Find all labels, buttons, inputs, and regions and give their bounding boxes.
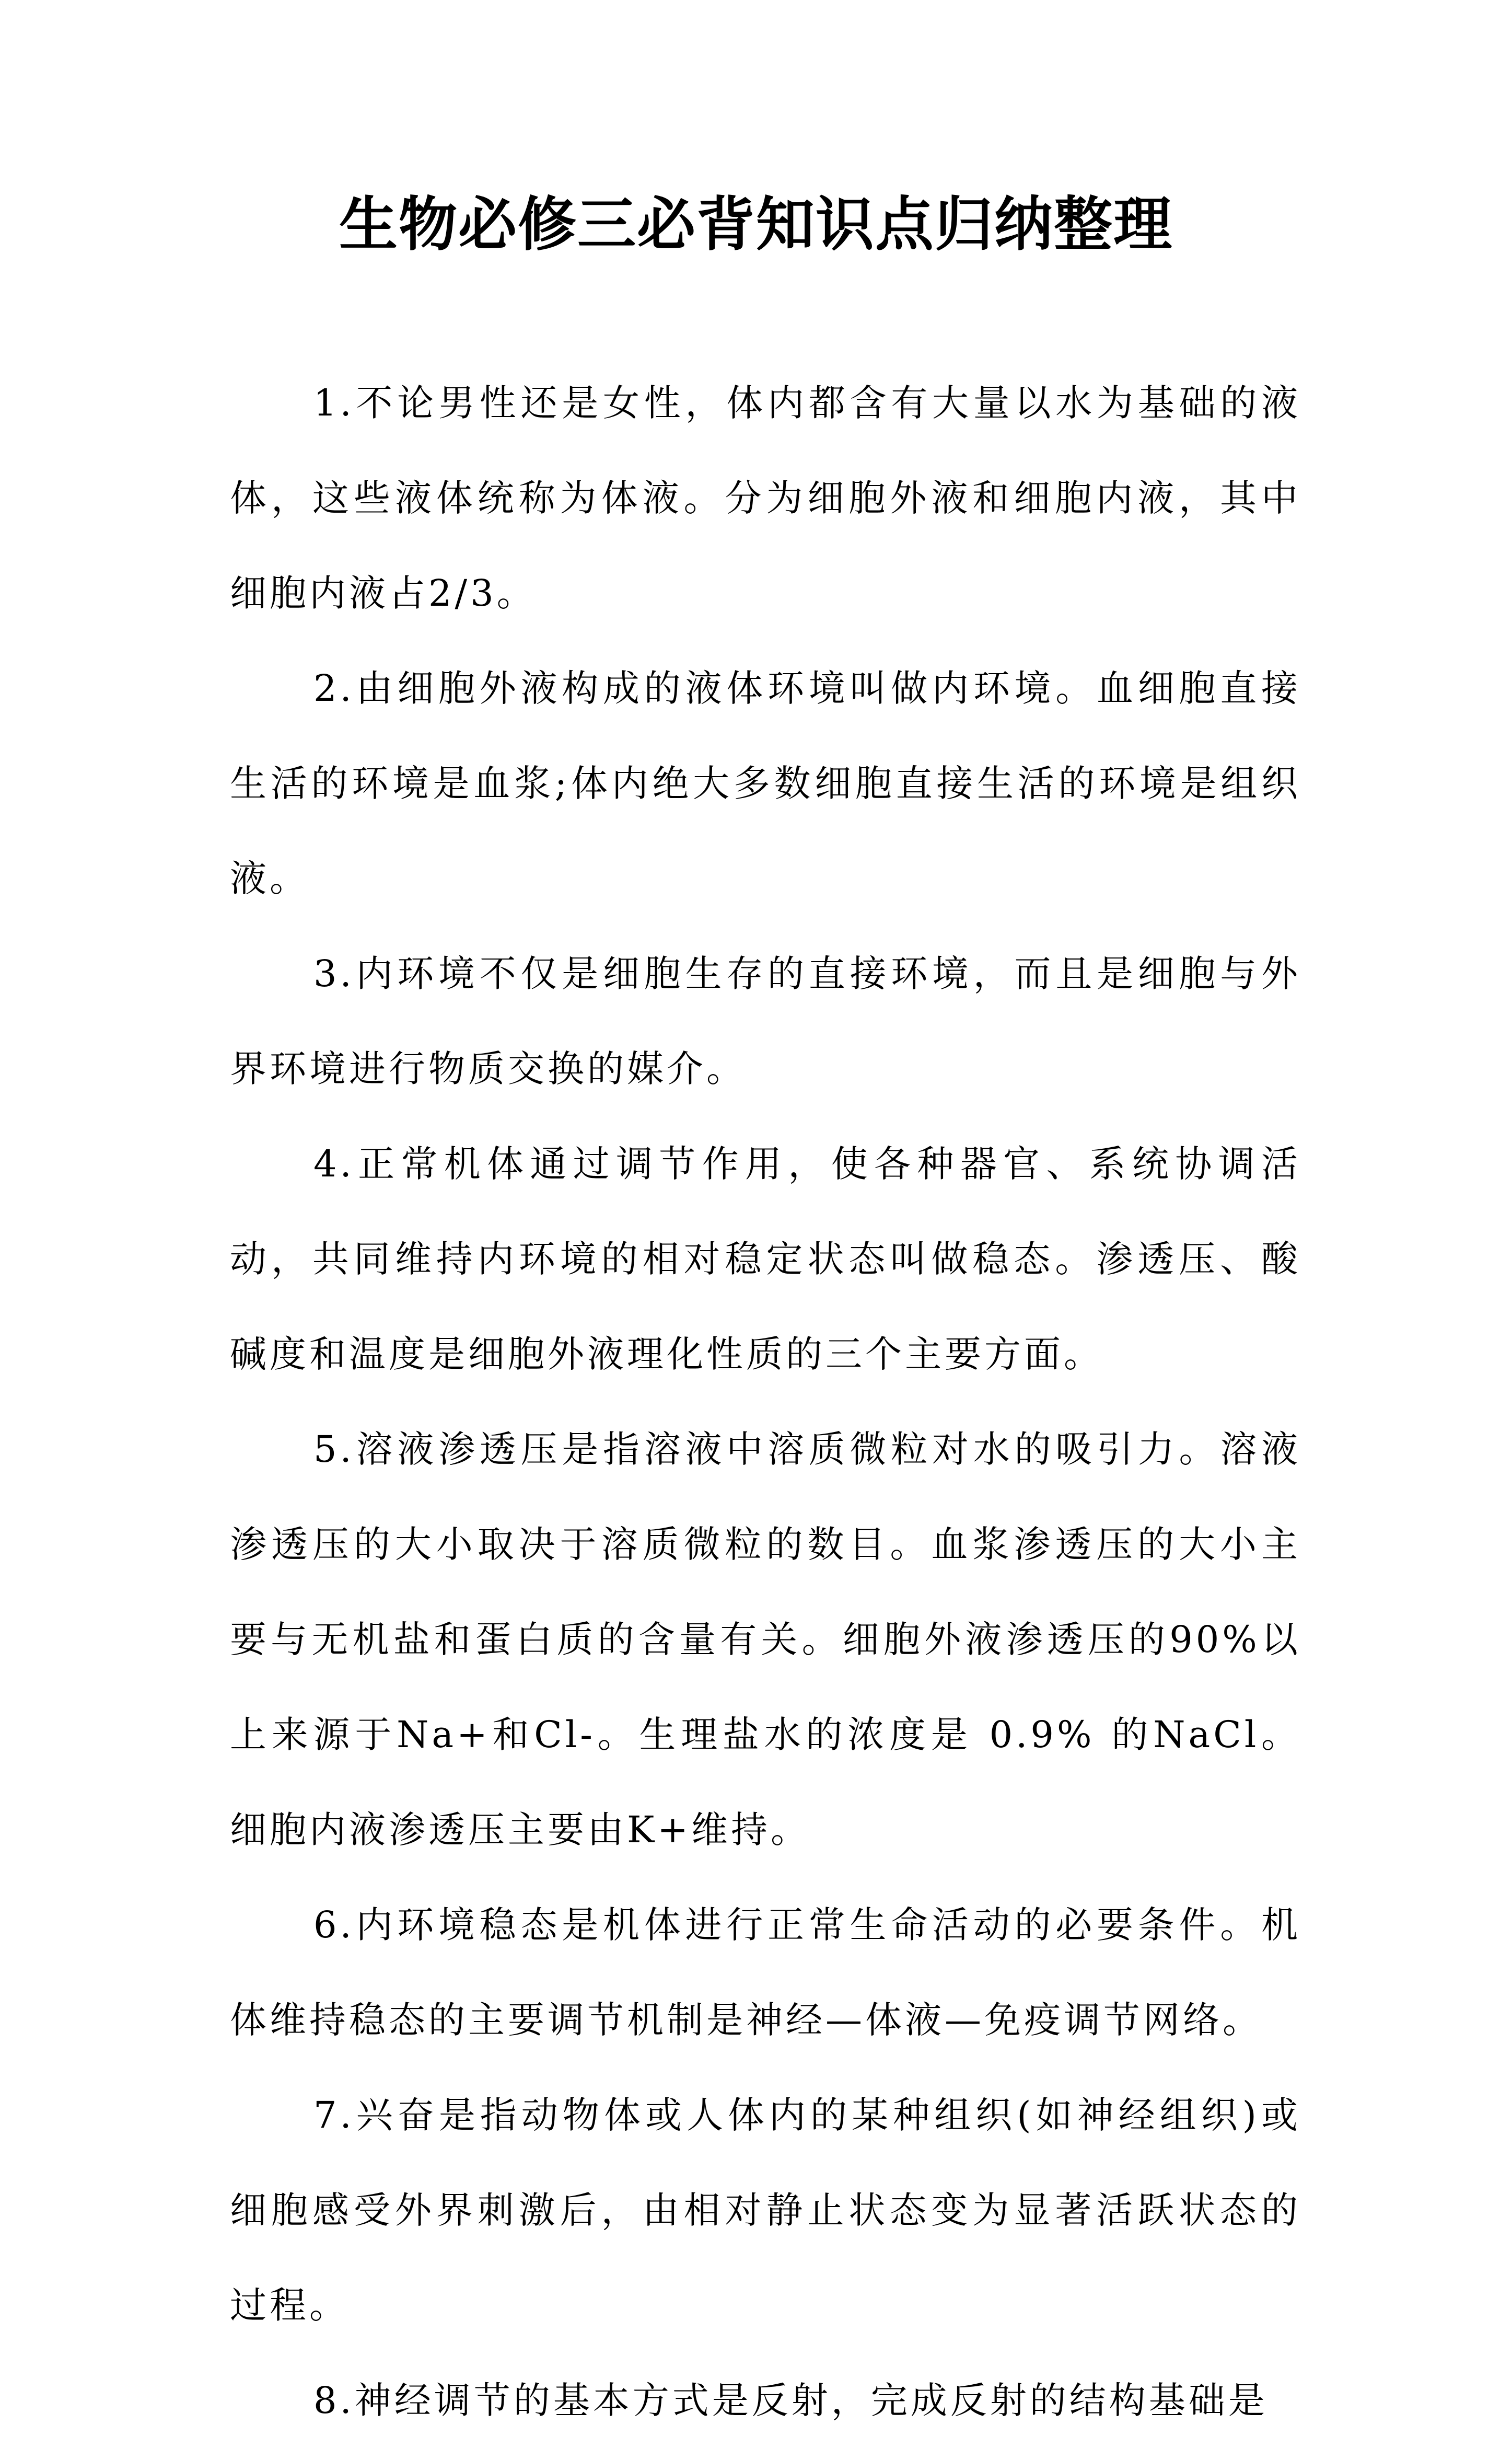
paragraph-2: 2.由细胞外液构成的液体环境叫做内环境。血细胞直接生活的环境是血浆;体内绝大多数细胞直接生活的环境是组织液。 [230,667,1301,900]
document-title: 生物必修三必背知识点归纳整理 [339,191,1173,259]
paragraph-7: 7.兴奋是指动物体或人体内的某种组织(如神经组织)或细胞感受外界刺激后，由相对静止状态变为显著活跃状态的过程。 [230,2094,1301,2327]
paragraph-8: 8.神经调节的基本方式是反射，完成反射的结构基础是 [313,2379,1268,2422]
paragraph-5: 5.溶液渗透压是指溶液中溶质微粒对水的吸引力。溶液渗透压的大小取决于溶质微粒的数目。血浆渗透压的大小主要与无机盐和蛋白质的含量有关。细胞外液渗透压的90%以上来源于Na+和Cl-。生理盐水的浓度是 0.9% 的NaCl。细胞内液渗透压主要由K+维持。 [230,1428,1301,1851]
document-body [230,355,1301,2448]
paragraph-4: 4.正常机体通过调节作用，使各种器官、系统协调活动，共同维持内环境的相对稳定状态叫做稳态。渗透压、酸碱度和温度是细胞外液理化性质的三个主要方面。 [230,1142,1301,1376]
paragraph-6: 6.内环境稳态是机体进行正常生命活动的必要条件。机体维持稳态的主要调节机制是神经—体液—免疫调节网络。 [230,1903,1301,2041]
paragraph-1: 1.不论男性还是女性，体内都含有大量以水为基础的液体，这些液体统称为体液。分为细胞外液和细胞内液，其中细胞内液占2/3。 [230,382,1301,615]
paragraph-3: 3.内环境不仅是细胞生存的直接环境，而且是细胞与外界环境进行物质交换的媒介。 [230,952,1301,1090]
